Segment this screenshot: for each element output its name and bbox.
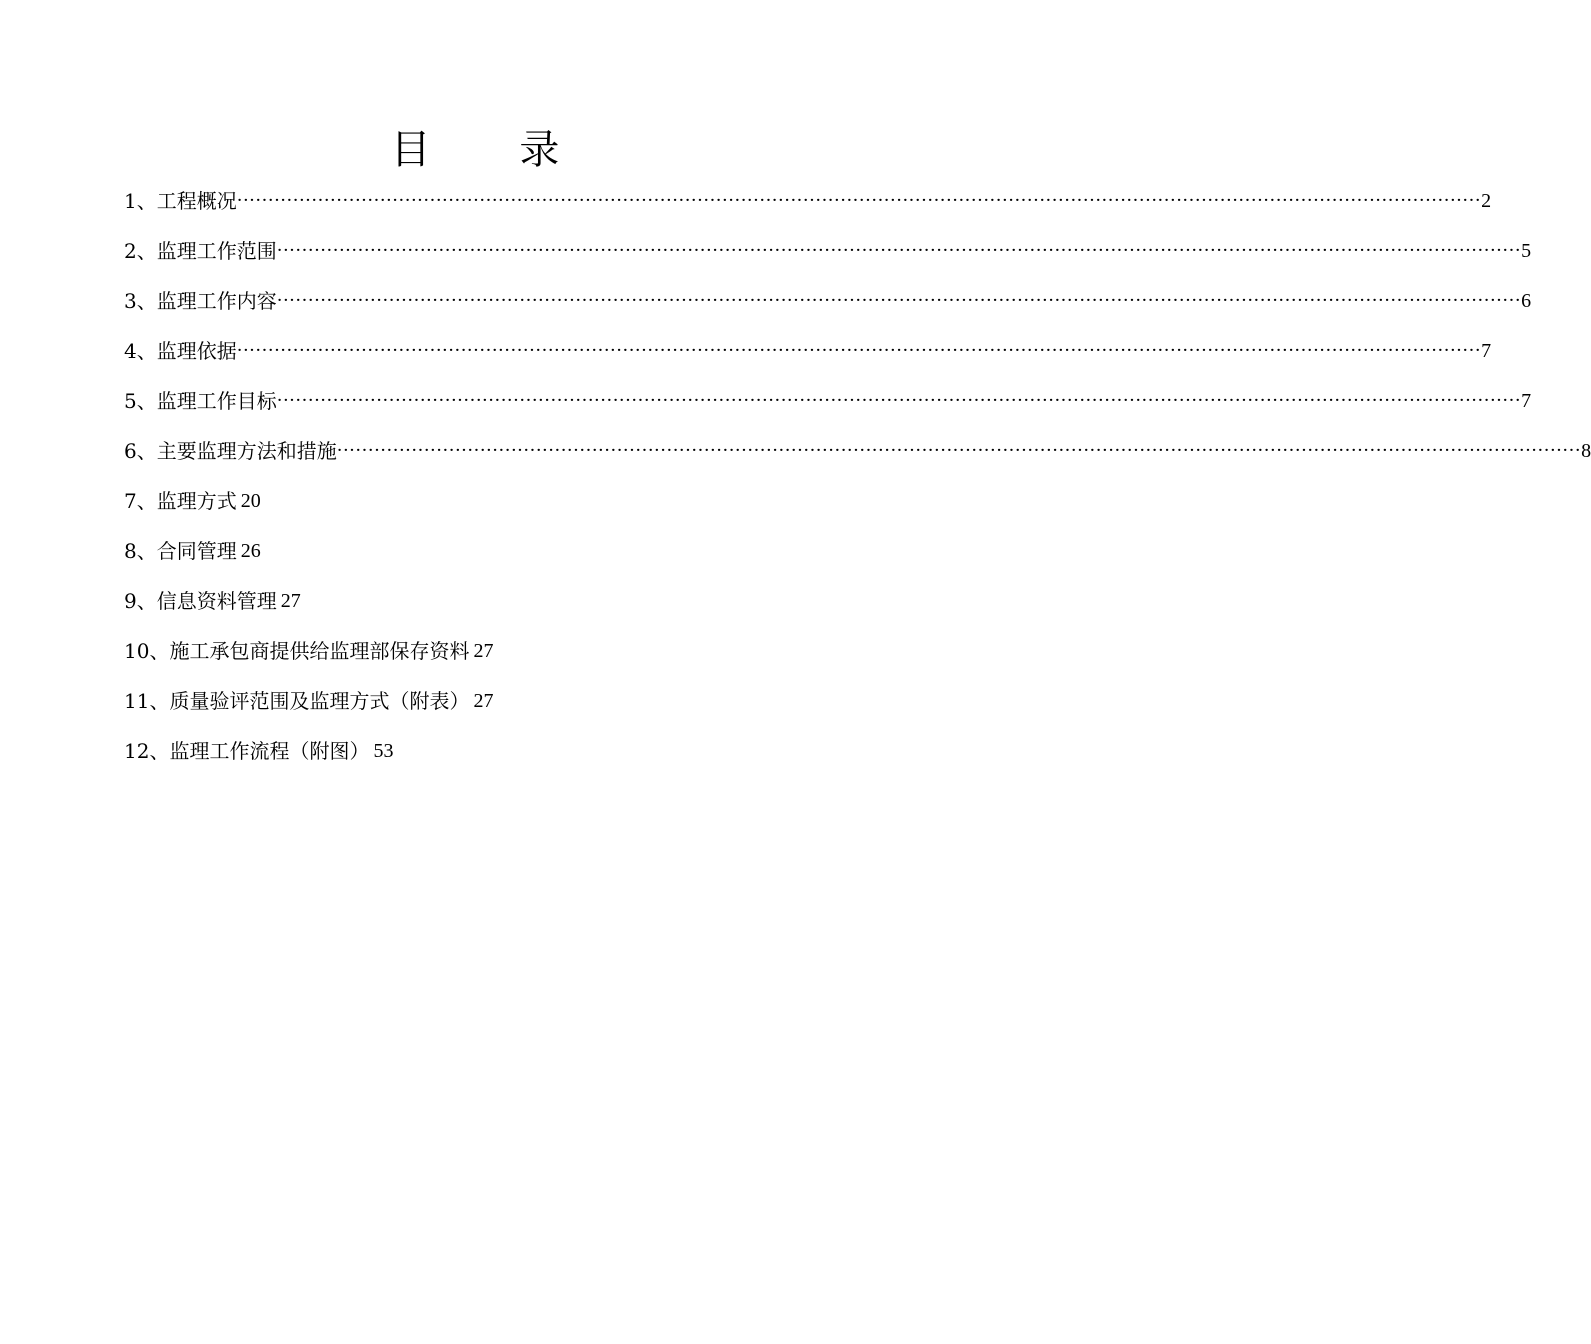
toc-entry[interactable] bbox=[124, 476, 810, 526]
toc-entry-text: 10、施工承包商提供给监理部保存资料 bbox=[124, 639, 470, 663]
toc-entry-text: 11、质量验评范围及监理方式（附表） bbox=[124, 689, 470, 713]
toc-entry-page: 8 bbox=[1581, 440, 1591, 462]
toc-entry[interactable] bbox=[124, 376, 1532, 426]
toc-entry-text: 4、监理依据 bbox=[124, 339, 237, 363]
toc-entry[interactable] bbox=[124, 326, 1492, 376]
toc-entry[interactable] bbox=[124, 226, 1532, 276]
toc-entry-page: 27 bbox=[473, 640, 494, 662]
toc-entry-text: 5、监理工作目标 bbox=[124, 389, 277, 413]
toc-entry[interactable] bbox=[124, 626, 810, 676]
toc-leader-dots: ········································································································································································································ bbox=[276, 240, 1522, 261]
toc-entry-page: 7 bbox=[1521, 390, 1532, 412]
toc-entry-text: 3、监理工作内容 bbox=[124, 289, 277, 313]
toc-entry[interactable] bbox=[124, 576, 810, 626]
toc-entry-page: 6 bbox=[1521, 290, 1532, 312]
toc-title: 目 录 bbox=[390, 127, 598, 173]
toc-entry[interactable] bbox=[124, 526, 810, 576]
toc-entry-page: 27 bbox=[280, 590, 301, 612]
toc-entry-page: 20 bbox=[240, 490, 261, 512]
toc-entry-page: 26 bbox=[240, 540, 261, 562]
toc-leader-dots: ········································································································································································································ bbox=[336, 440, 1582, 461]
toc-entry-text: 12、监理工作流程（附图） bbox=[124, 739, 370, 763]
toc-entry[interactable] bbox=[124, 276, 1532, 326]
toc-entry[interactable] bbox=[124, 676, 810, 726]
toc-entry[interactable] bbox=[124, 176, 1492, 226]
toc-entry-page: 27 bbox=[473, 690, 494, 712]
toc-entry-text: 1、工程概况 bbox=[124, 189, 237, 213]
toc-entry-page: 5 bbox=[1521, 240, 1532, 262]
toc-entry-text: 8、合同管理 bbox=[124, 539, 237, 563]
toc-entry-text: 9、信息资料管理 bbox=[124, 589, 277, 613]
toc-entry[interactable] bbox=[124, 726, 810, 776]
toc-entry-text: 6、主要监理方法和措施 bbox=[124, 439, 337, 463]
toc-entry-page: 7 bbox=[1481, 340, 1492, 362]
toc-entry-text: 7、监理方式 bbox=[124, 489, 237, 513]
toc-entry[interactable] bbox=[124, 426, 1591, 476]
toc-leader-dots: ········································································································································································································ bbox=[236, 340, 1482, 361]
toc-entry-page: 53 bbox=[373, 740, 394, 762]
toc-leader-dots: ········································································································································································································ bbox=[276, 390, 1522, 411]
toc-entry-text: 2、监理工作范围 bbox=[124, 239, 277, 263]
toc-entry-page: 2 bbox=[1481, 190, 1492, 212]
toc-leader-dots: ········································································································································································································ bbox=[276, 290, 1522, 311]
toc-list bbox=[124, 176, 1591, 776]
toc-leader-dots: ········································································································································································································ bbox=[236, 190, 1482, 211]
